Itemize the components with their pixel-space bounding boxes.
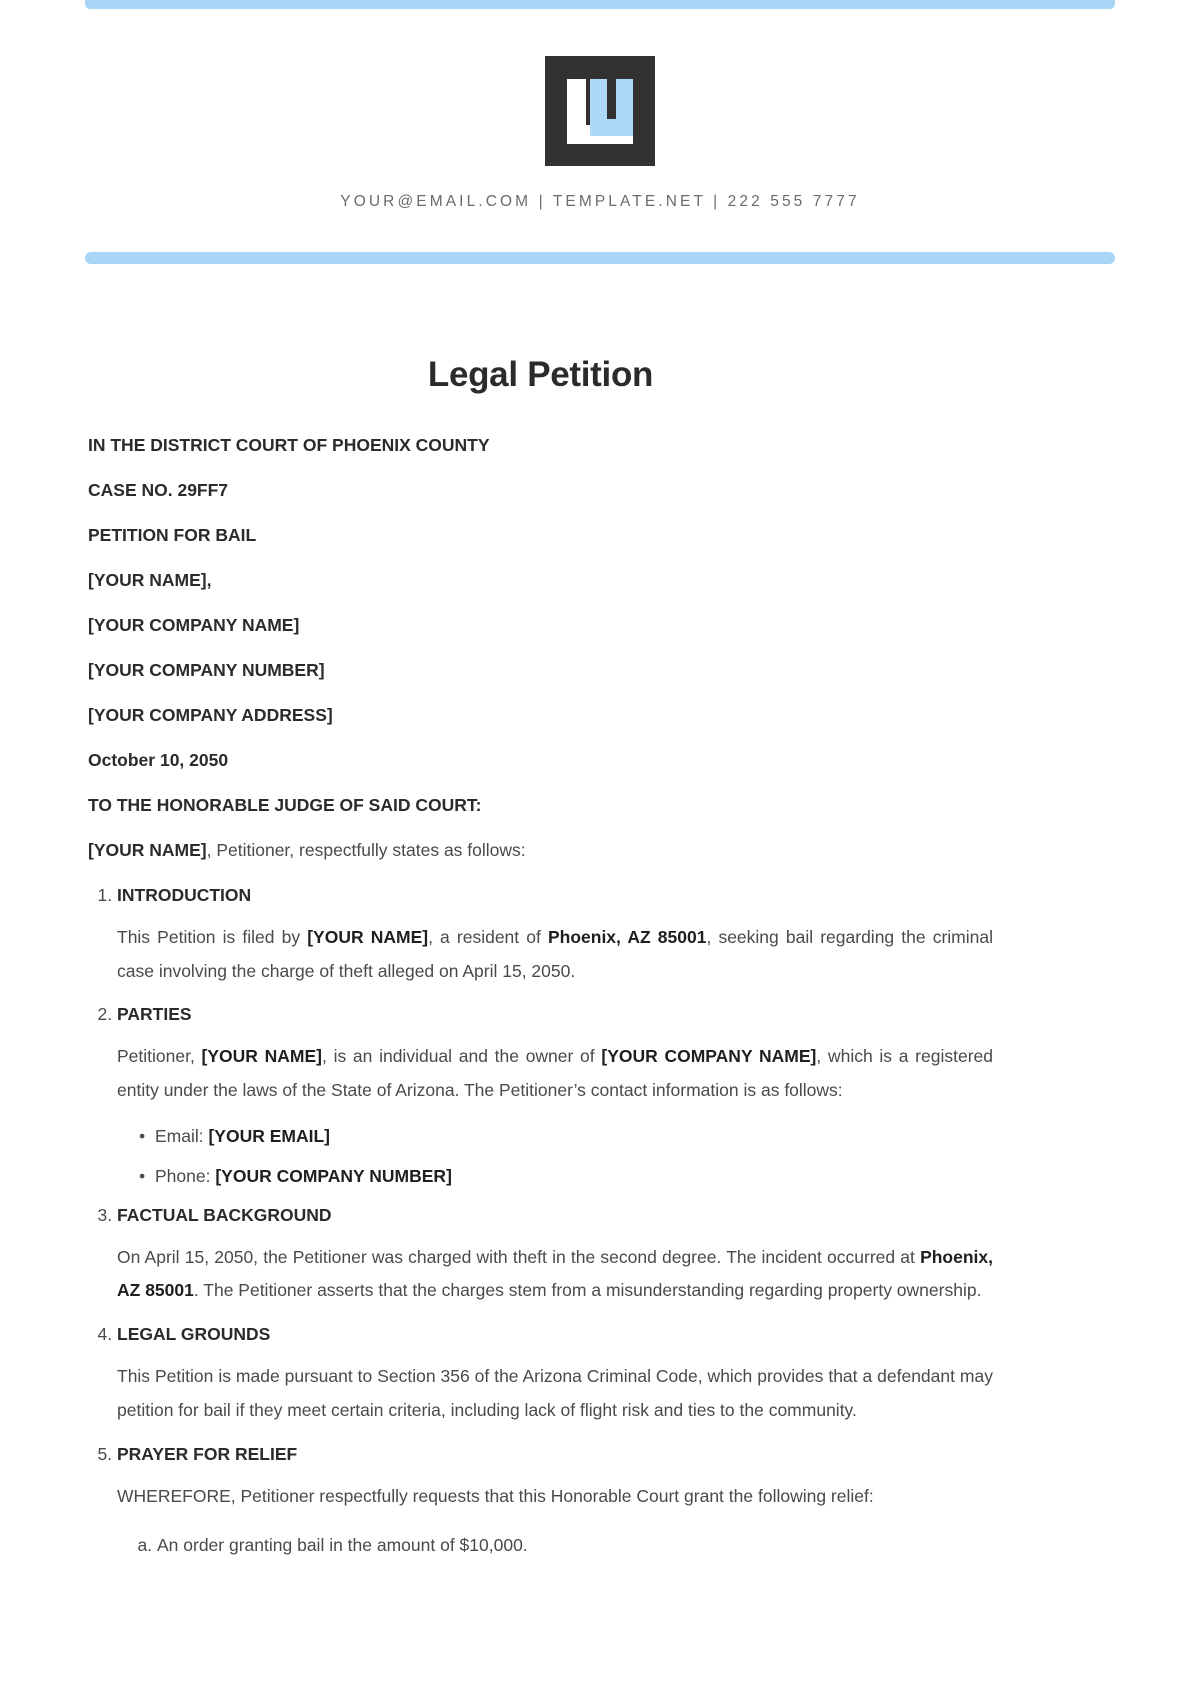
inline-placeholder: [YOUR NAME]	[201, 1046, 322, 1067]
logo-letter-u-base	[590, 119, 633, 136]
inline-placeholder: Phoenix, AZ 85001	[547, 926, 707, 947]
header-accent-bar	[85, 0, 1115, 9]
inline-placeholder: [YOUR COMPANY NAME]	[601, 1046, 817, 1067]
caption-line-court: IN THE DISTRICT COURT OF PHOENIX COUNTY	[88, 435, 490, 455]
section-title: 1. INTRODUCTION	[117, 885, 252, 905]
bullet-value: [YOUR EMAIL]	[208, 1125, 331, 1146]
caption-line-company-address: [YOUR COMPANY ADDRESS]	[88, 705, 333, 725]
section-item	[117, 1205, 993, 1308]
section-body: Petitioner, [YOUR NAME], is an individual and the owner of [YOUR COMPANY NAME], which is a registered entity under the laws of the State of Arizona. The Petitioner’s contact information is as follows:	[117, 1046, 993, 1101]
caption-line-your-name: [YOUR NAME],	[88, 570, 212, 590]
section-body: WHEREFORE, Petitioner respectfully requests that this Honorable Court grant the following relief:	[117, 1485, 874, 1506]
caption-line-company-name: [YOUR COMPANY NAME]	[88, 615, 300, 635]
bullet-value: [YOUR COMPANY NUMBER]	[215, 1166, 452, 1187]
section-item	[117, 1444, 993, 1563]
section-title: 3. FACTUAL BACKGROUND	[117, 1204, 332, 1225]
caption-line-petition-type: PETITION FOR BAIL	[88, 525, 257, 545]
logo-container	[0, 56, 1200, 166]
salutation-line	[88, 840, 993, 861]
section-title: 5. PRAYER FOR RELIEF	[117, 1443, 298, 1464]
salutation-name: [YOUR NAME]	[88, 840, 207, 860]
section-item	[117, 1004, 993, 1188]
contact-bullet-list	[117, 1124, 993, 1189]
inline-placeholder: Phoenix, AZ 85001	[117, 1246, 993, 1301]
logo-lu-monogram-icon	[545, 56, 655, 166]
section-title: 2. PARTIES	[117, 1004, 192, 1025]
document-body	[88, 355, 993, 1571]
section-body: This Petition is made pursuant to Section 356 of the Arizona Criminal Code, which provides that a defendant may petition for bail if they meet certain criteria, including lack of flight risk and ties to the community.	[117, 1366, 993, 1420]
contact-line: YOUR@EMAIL.COM | TEMPLATE.NET | 222 555 7777	[340, 193, 860, 210]
caption-line-company-number: [YOUR COMPANY NUMBER]	[88, 660, 325, 680]
section-item	[117, 885, 993, 988]
caption-line-date: October 10, 2050	[88, 750, 229, 770]
section-item	[117, 1324, 993, 1427]
caption-line-case-number: CASE NO. 29FF7	[88, 480, 229, 500]
salutation-rest: , Petitioner, respectfully states as follows:	[206, 840, 526, 860]
section-body: This Petition is filed by [YOUR NAME], a resident of Phoenix, AZ 85001, seeking bail regarding the criminal case involving the charge of theft alleged on April 15, 2050.	[117, 926, 993, 981]
section-body: On April 15, 2050, the Petitioner was charged with theft in the second degree. The incident occurred at Phoenix, AZ 85001. The Petitioner asserts that the charges stem from a misunderstanding regarding property ownership.	[117, 1246, 993, 1301]
inline-placeholder: [YOUR NAME]	[307, 926, 429, 947]
list-item	[139, 1164, 993, 1189]
header-divider-bar	[85, 252, 1115, 264]
caption-line-judge-address: TO THE HONORABLE JUDGE OF SAID COURT:	[88, 795, 482, 815]
list-item	[139, 1124, 993, 1149]
relief-item: a. An order granting bail in the amount of $10,000.	[157, 1529, 993, 1562]
relief-list	[117, 1529, 993, 1562]
bullet-label: Email:	[155, 1125, 209, 1146]
section-title: 4. LEGAL GROUNDS	[117, 1324, 271, 1345]
numbered-sections	[88, 885, 993, 1563]
page-title: Legal Petition	[427, 355, 654, 394]
caption-block	[88, 435, 993, 861]
bullet-label: Phone:	[155, 1166, 216, 1187]
